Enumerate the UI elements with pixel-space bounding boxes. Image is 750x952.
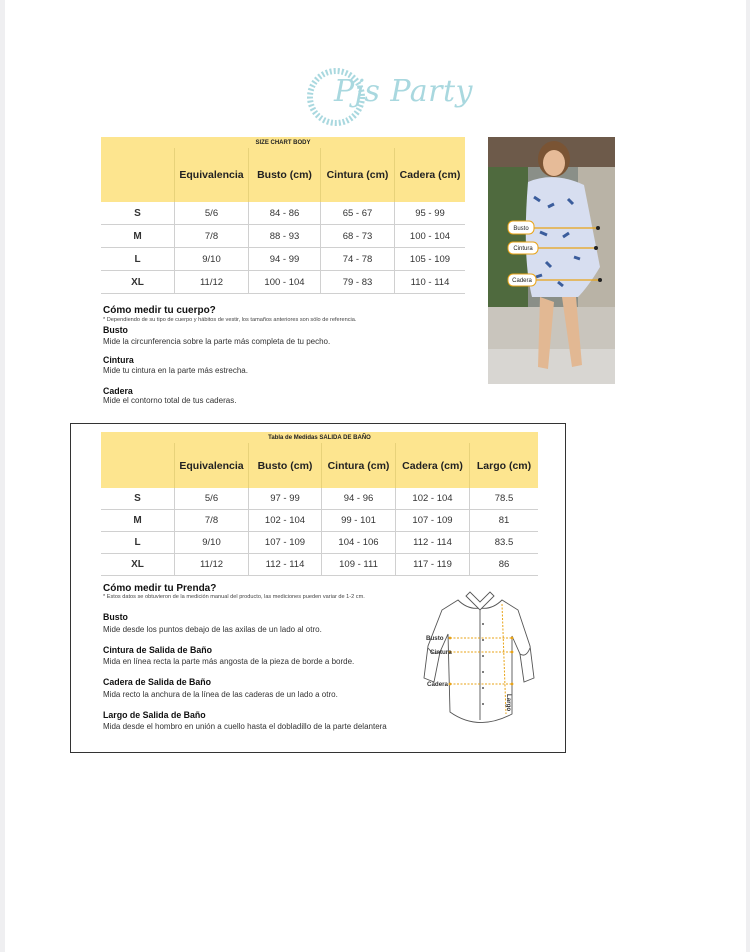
table-cell: 95 - 99	[395, 202, 466, 225]
table-cell: 117 - 119	[396, 554, 470, 576]
size-cell: L	[101, 532, 175, 554]
size-cell: L	[101, 248, 175, 271]
robe-chart-caption: Tabla de Medidas SALIDA DE BAÑO	[101, 432, 538, 443]
table-cell: 68 - 73	[321, 225, 395, 248]
table-row	[101, 510, 538, 532]
table-cell: 65 - 67	[321, 202, 395, 225]
header-cell: Equivalencia	[175, 443, 249, 488]
page-edge-right	[746, 0, 750, 952]
header-cell: Cintura (cm)	[322, 443, 396, 488]
table-cell: 7/8	[175, 510, 249, 532]
measure-garment-title: Cómo medir tu Prenda?	[103, 583, 217, 594]
cintura-label: Cintura	[513, 246, 533, 252]
header-cell: Largo (cm)	[470, 443, 539, 488]
busto-label: Busto	[513, 226, 529, 232]
shirt-busto-label: Busto	[426, 635, 444, 642]
table-cell: 94 - 96	[322, 488, 396, 510]
table-cell: 107 - 109	[396, 510, 470, 532]
table-cell: 112 - 114	[396, 532, 470, 554]
body-chart-caption: SIZE CHART BODY	[101, 137, 465, 148]
size-cell: S	[101, 202, 175, 225]
shirt-largo-label: Largo	[505, 694, 512, 712]
table-cell: 99 - 101	[322, 510, 396, 532]
measure-item-title: Busto	[103, 612, 128, 622]
table-cell: 5/6	[175, 202, 249, 225]
table-cell: 100 - 104	[395, 225, 466, 248]
measure-item-desc: Mide desde los puntos debajo de las axilas de un lado al otro.	[103, 625, 322, 634]
table-cell: 97 - 99	[249, 488, 322, 510]
table-cell: 81	[470, 510, 539, 532]
table-cell: 110 - 114	[395, 271, 466, 294]
measure-item-title: Cintura de Salida de Baño	[103, 645, 213, 655]
model-photo	[488, 137, 615, 384]
table-cell: 11/12	[175, 271, 249, 294]
robe-size-chart	[101, 432, 538, 576]
table-row	[101, 271, 465, 294]
page-edge-left	[0, 0, 5, 952]
measure-item-desc: Mide el contorno total de tus caderas.	[103, 396, 237, 405]
cadera-label: Cadera	[512, 278, 532, 284]
header-cell: Busto (cm)	[249, 443, 322, 488]
size-cell: M	[101, 225, 175, 248]
header-cell: Cadera (cm)	[396, 443, 470, 488]
size-cell: S	[101, 488, 175, 510]
measure-item-title: Cadera de Salida de Baño	[103, 677, 212, 687]
shirt-cintura-label: Cintura	[430, 649, 452, 656]
header-cell	[101, 148, 175, 202]
measure-item-desc: Mida en línea recta la parte más angosta de la pieza de borde a borde.	[103, 657, 355, 666]
table-cell: 7/8	[175, 225, 249, 248]
measure-item-title: Cadera	[103, 386, 133, 396]
measure-item-desc: Mide tu cintura en la parte más estrecha.	[103, 366, 248, 375]
table-row	[101, 248, 465, 271]
brand-logo-text: Pjs Party	[334, 74, 473, 109]
shirt-diagram	[420, 586, 538, 732]
table-cell: 84 - 86	[249, 202, 321, 225]
table-cell: 105 - 109	[395, 248, 466, 271]
table-cell: 100 - 104	[249, 271, 321, 294]
measure-item-desc: Mide la circunferencia sobre la parte más completa de tu pecho.	[103, 337, 331, 346]
measure-garment-note: * Estos datos se obtuvieron de la medición manual del producto, las mediciones pueden variar de 1-2 cm.	[103, 594, 365, 600]
table-cell: 94 - 99	[249, 248, 321, 271]
table-cell: 78.5	[470, 488, 539, 510]
table-cell: 83.5	[470, 532, 539, 554]
measure-item-desc: Mida desde el hombro en unión a cuello hasta el dobladillo de la parte delantera	[103, 722, 387, 731]
table-row	[101, 488, 538, 510]
table-cell: 104 - 106	[322, 532, 396, 554]
table-cell: 74 - 78	[321, 248, 395, 271]
table-cell: 86	[470, 554, 539, 576]
table-cell: 109 - 111	[322, 554, 396, 576]
table-cell: 102 - 104	[396, 488, 470, 510]
table-cell: 107 - 109	[249, 532, 322, 554]
header-cell: Cintura (cm)	[321, 148, 395, 202]
body-size-chart	[101, 137, 465, 294]
size-cell: M	[101, 510, 175, 532]
table-row	[101, 225, 465, 248]
measure-item-title: Largo de Salida de Baño	[103, 710, 206, 720]
table-cell: 9/10	[175, 532, 249, 554]
measure-body-note: * Dependiendo de su tipo de cuerpo y hábitos de vestir, los tamaños anteriores son sólo de referencia.	[103, 317, 357, 323]
header-cell: Busto (cm)	[249, 148, 321, 202]
table-cell: 11/12	[175, 554, 249, 576]
measure-item-title: Busto	[103, 325, 128, 335]
header-cell	[101, 443, 175, 488]
size-cell: XL	[101, 554, 175, 576]
table-row	[101, 532, 538, 554]
table-cell: 9/10	[175, 248, 249, 271]
table-cell: 112 - 114	[249, 554, 322, 576]
table-cell: 5/6	[175, 488, 249, 510]
shirt-cadera-label: Cadera	[427, 681, 448, 688]
header-cell: Equivalencia	[175, 148, 249, 202]
size-cell: XL	[101, 271, 175, 294]
measure-item-title: Cintura	[103, 355, 134, 365]
header-cell: Cadera (cm)	[395, 148, 466, 202]
table-cell: 79 - 83	[321, 271, 395, 294]
table-cell: 102 - 104	[249, 510, 322, 532]
table-row	[101, 554, 538, 576]
table-row	[101, 202, 465, 225]
table-cell: 88 - 93	[249, 225, 321, 248]
measure-body-title: Cómo medir tu cuerpo?	[103, 305, 216, 316]
measure-item-desc: Mida recto la anchura de la línea de las caderas de un lado a otro.	[103, 690, 338, 699]
